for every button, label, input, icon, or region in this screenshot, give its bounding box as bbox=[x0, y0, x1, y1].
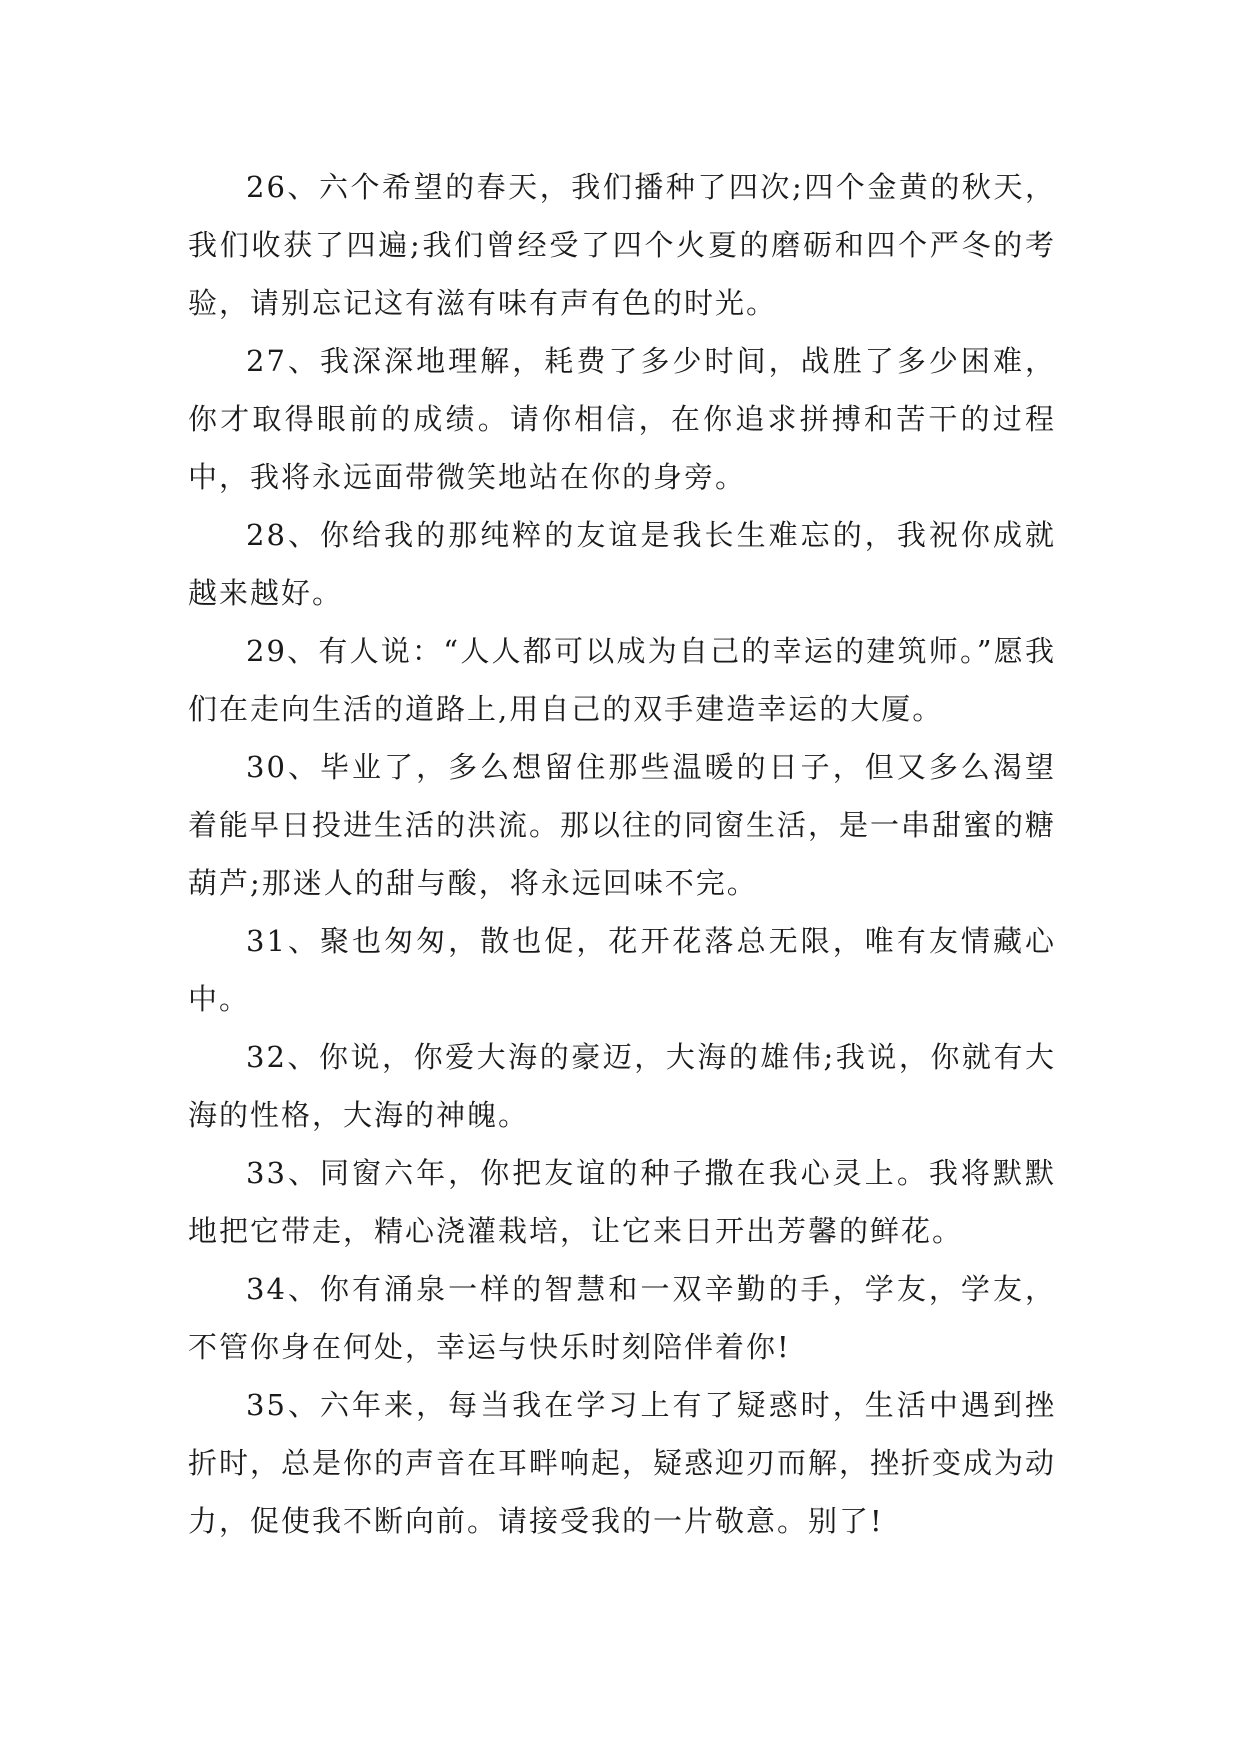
paragraph-34: 34、你有涌泉一样的智慧和一双辛勤的手，学友，学友，不管你身在何处，幸运与快乐时刻陪伴着你! bbox=[188, 1272, 1056, 1364]
paragraph-27: 27、我深深地理解，耗费了多少时间，战胜了多少困难，你才取得眼前的成绩。请你相信，在你追求拼搏和苦干的过程中，我将永远面带微笑地站在你的身旁。 bbox=[188, 344, 1056, 494]
paragraph-30: 30、毕业了，多么想留住那些温暖的日子，但又多么渴望着能早日投进生活的洪流。那以往的同窗生活，是一串甜蜜的糖葫芦;那迷人的甜与酸，将永远回味不完。 bbox=[188, 750, 1057, 900]
paragraph-29: 29、有人说：“人人都可以成为自己的幸运的建筑师。”愿我们在走向生活的道路上,用自己的双手建造幸运的大厦。 bbox=[188, 634, 1056, 726]
paragraph-26: 26、六个希望的春天，我们播种了四次;四个金黄的秋天，我们收获了四遍;我们曾经受了四个火夏的磨砺和四个严冬的考验，请别忘记这有滋有味有声有色的时光。 bbox=[188, 170, 1056, 320]
paragraph-31: 31、聚也匆匆，散也促，花开花落总无限，唯有友情藏心中。 bbox=[188, 924, 1056, 1016]
document-body bbox=[188, 158, 1056, 1550]
paragraph-33: 33、同窗六年，你把友谊的种子撒在我心灵上。我将默默地把它带走，精心浇灌栽培，让它来日开出芳馨的鲜花。 bbox=[188, 1156, 1056, 1248]
paragraph-28: 28、你给我的那纯粹的友谊是我长生难忘的，我祝你成就越来越好。 bbox=[188, 518, 1056, 610]
paragraph-32: 32、你说，你爱大海的豪迈，大海的雄伟;我说，你就有大海的性格，大海的神魄。 bbox=[188, 1040, 1056, 1132]
paragraph-35: 35、六年来，每当我在学习上有了疑惑时，生活中遇到挫折时，总是你的声音在耳畔响起，疑惑迎刃而解，挫折变成为动力，促使我不断向前。请接受我的一片敬意。别了! bbox=[188, 1388, 1057, 1538]
